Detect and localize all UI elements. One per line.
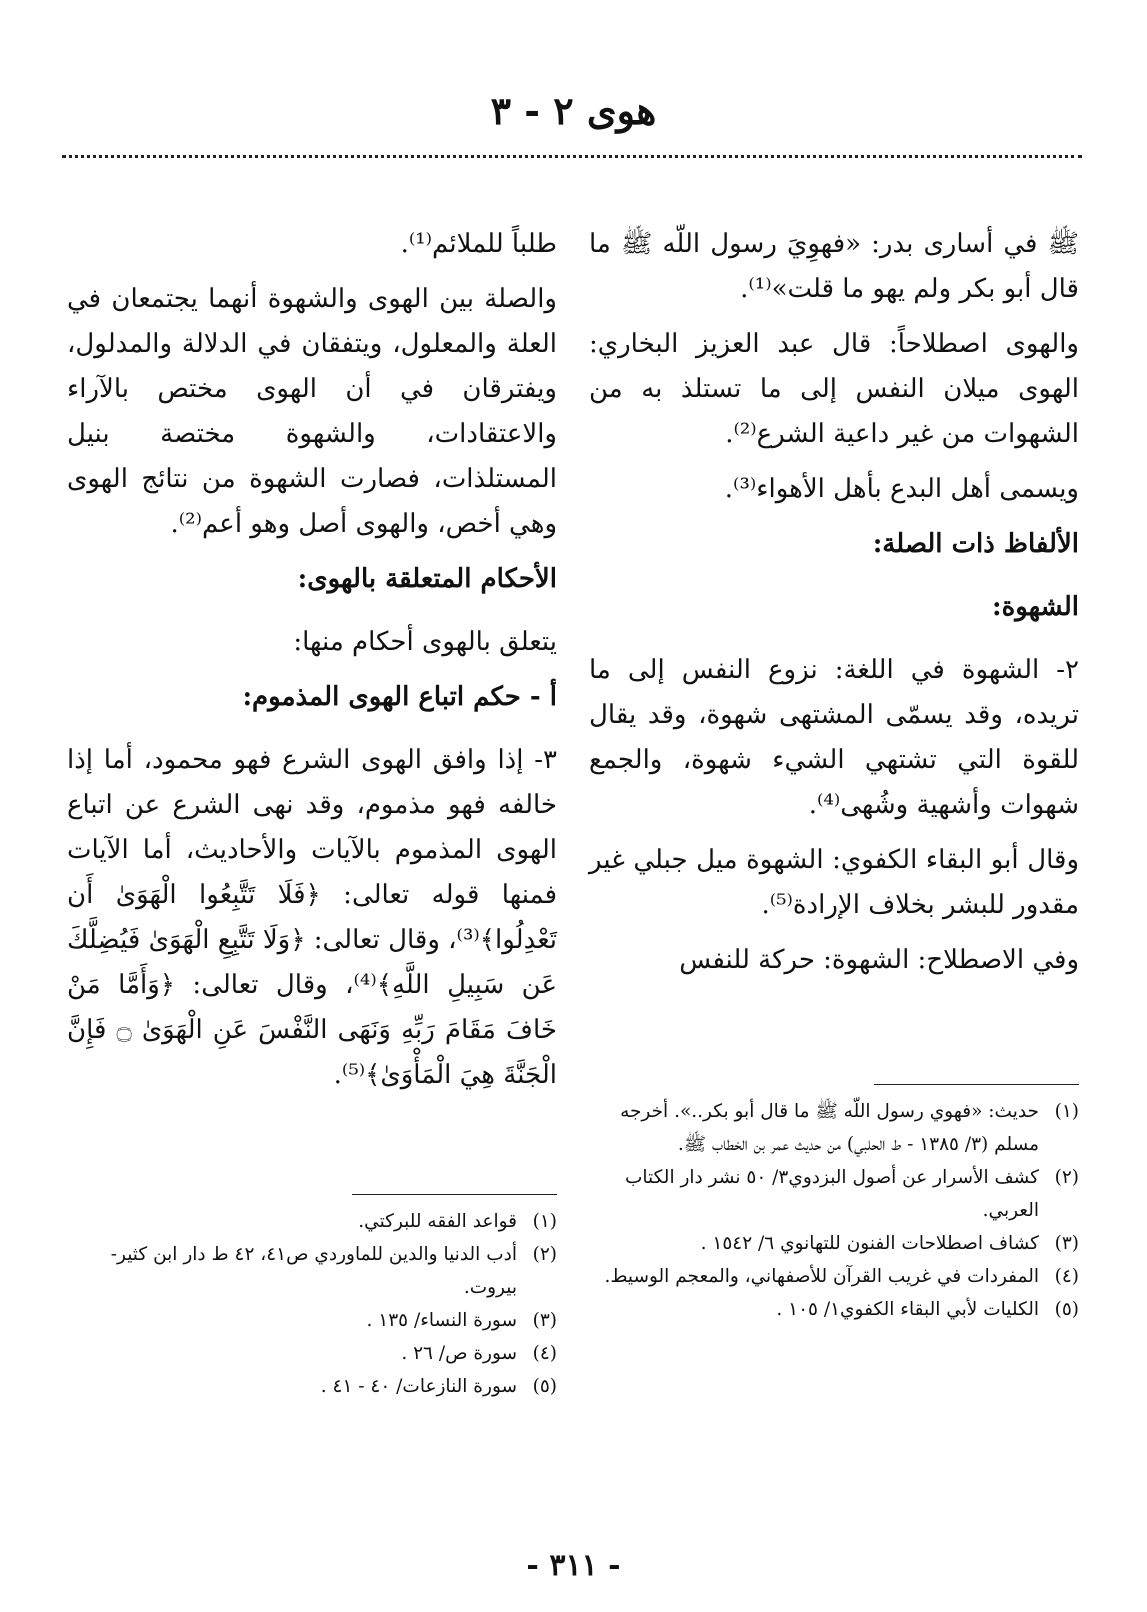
paragraph: ٣- إذا وافق الهوى الشرع فهو محمود، أما إذا خالفه فهو مذموم، وقد نهى الشرع عن اتباع الهوى المذموم بالآيات والأحاديث، أما الآيات فمنها قوله تعالى: ﴿فَلَا تَتَّبِعُوا الْهَوَىٰ أَن تَعْدِلُوا﴾⁽³⁾، وقال تعالى: ﴿وَلَا تَتَّبِعِ الْهَوَىٰ فَيُضِلَّكَ عَن سَبِيلِ اللَّهِ﴾⁽⁴⁾، وقال تعالى: ﴿وَأَمَّا مَنْ خَافَ مَقَامَ رَبِّهِ وَنَهَى النَّفْسَ عَنِ الْهَوَىٰ ۝ فَإِنَّ الْجَنَّةَ هِيَ الْمَأْوَىٰ﴾⁽⁵⁾. [67, 745, 557, 1090]
footnote-text: كشف الأسرار عن أصول البزدوي٣/ ٥٠ نشر دار الكتاب العربي. [624, 1167, 1039, 1221]
footnote-text: أدب الدنيا والدين للماوردي ص٤١، ٤٢ ط دار ابن كثير- بيروت. [110, 1244, 517, 1298]
footnote-item [67, 1337, 557, 1370]
paragraph: وفي الاصطلاح: الشهوة: حركة للنفس [679, 945, 1079, 975]
header-dotted-rule [62, 155, 1082, 158]
footnote-item [67, 1205, 557, 1238]
footnote-number: (٤) [1054, 1266, 1079, 1287]
footnote-item [589, 1227, 1079, 1260]
footnote-text: حديث: «فهوي رسول اللّه ﷺ ما قال أبو بكر..». أخرجه مسلم (٣/ ١٣٨٥ - ط الحلبي) من حديث عمر بن الخطاب ﷺ. [620, 1101, 1039, 1155]
footnote-text: سورة النازعات/ ٤٠ - ٤١ . [320, 1376, 517, 1397]
footnote-number: (٣) [1054, 1233, 1079, 1254]
paragraph: ﷺ في أسارى بدر: «فهوِيَ رسول اللّه ﷺ ما قال أبو بكر ولم يهو ما قلت»⁽¹⁾. [589, 229, 1079, 304]
footnote-number: (٣) [532, 1310, 557, 1331]
footnote-number: (٤) [532, 1343, 557, 1364]
footnote-separator [352, 1194, 557, 1195]
footnote-number: (٢) [532, 1244, 557, 1265]
footnote-text: كشاف اصطلاحات الفنون للتهانوي ٦/ ١٥٤٢ . [700, 1233, 1039, 1254]
footnote-item [67, 1304, 557, 1337]
page-number: - ٣١١ - [526, 1548, 621, 1583]
footnote-text: المفردات في غريب القرآن للأصفهاني، والمعجم الوسيط. [604, 1266, 1039, 1287]
page-header-title: هوى ٢ - ٣ [490, 88, 657, 133]
footnote-list [589, 1095, 1079, 1326]
footnotes-block [589, 1072, 1079, 1326]
footnote-text: سورة النساء/ ١٣٥ . [366, 1310, 517, 1331]
paragraph: ٢- الشهوة في اللغة: نزوع النفس إلى ما تريده، وقد يسمّى المشتهى شهوة، وقد يقال للقوة التي تشتهي الشيء شهوة، والجمع شهوات وأشهية وشُهى⁽⁴⁾. [589, 655, 1079, 820]
footnote-item [67, 1370, 557, 1403]
paragraph: يتعلق بالهوى أحكام منها: [293, 627, 557, 657]
paragraph: ويسمى أهل البدع بأهل الأهواء⁽³⁾. [724, 474, 1079, 504]
footnote-item [589, 1095, 1079, 1161]
footnote-number: (٥) [532, 1376, 557, 1397]
footnote-number: (١) [1054, 1101, 1079, 1122]
footnote-text: سورة ص/ ٢٦ . [401, 1343, 517, 1364]
footnotes-block [67, 1182, 557, 1403]
footnote-text: الكليات لأبي البقاء الكفوي١/ ١٠٥ . [776, 1299, 1039, 1320]
footnote-item [67, 1238, 557, 1304]
paragraph: طلباً للملائم⁽¹⁾. [400, 229, 557, 259]
footnote-separator [874, 1084, 1079, 1085]
footnote-item [589, 1161, 1079, 1227]
section-heading: أ - حكم اتباع الهوى المذموم: [242, 682, 557, 712]
paragraph: والصلة بين الهوى والشهوة أنهما يجتمعان في العلة والمعلول، ويتفقان في الدلالة والمدلول، ويفترقان في أن الهوى مختص بالآراء والاعتقادات، والشهوة مختصة بنيل المستلذات، فصارت الشهوة من نتائج الهوى وهي أخص، والهوى أصل وهو أعم⁽²⁾. [67, 284, 557, 539]
footnote-number: (٢) [1054, 1167, 1079, 1188]
paragraph: وقال أبو البقاء الكفوي: الشهوة ميل جبلي غير مقدور للبشر بخلاف الإرادة⁽⁵⁾. [589, 845, 1079, 920]
paragraph: والهوى اصطلاحاً: قال عبد العزيز البخاري: الهوى ميلان النفس إلى ما تستلذ به من الشهوات من غير داعية الشرع⁽²⁾. [589, 329, 1079, 449]
left-column [67, 222, 557, 1397]
footnote-item [589, 1260, 1079, 1293]
footnote-text: قواعد الفقه للبركتي. [358, 1211, 517, 1232]
right-column [589, 222, 1079, 1320]
footnote-list [67, 1205, 557, 1403]
footnote-number: (٥) [1054, 1299, 1079, 1320]
footnote-number: (١) [532, 1211, 557, 1232]
section-heading: الأحكام المتعلقة بالهوى: [297, 564, 557, 594]
section-heading: الشهوة: [992, 592, 1079, 622]
footnote-item [589, 1293, 1079, 1326]
section-heading: الألفاظ ذات الصلة: [872, 529, 1079, 559]
